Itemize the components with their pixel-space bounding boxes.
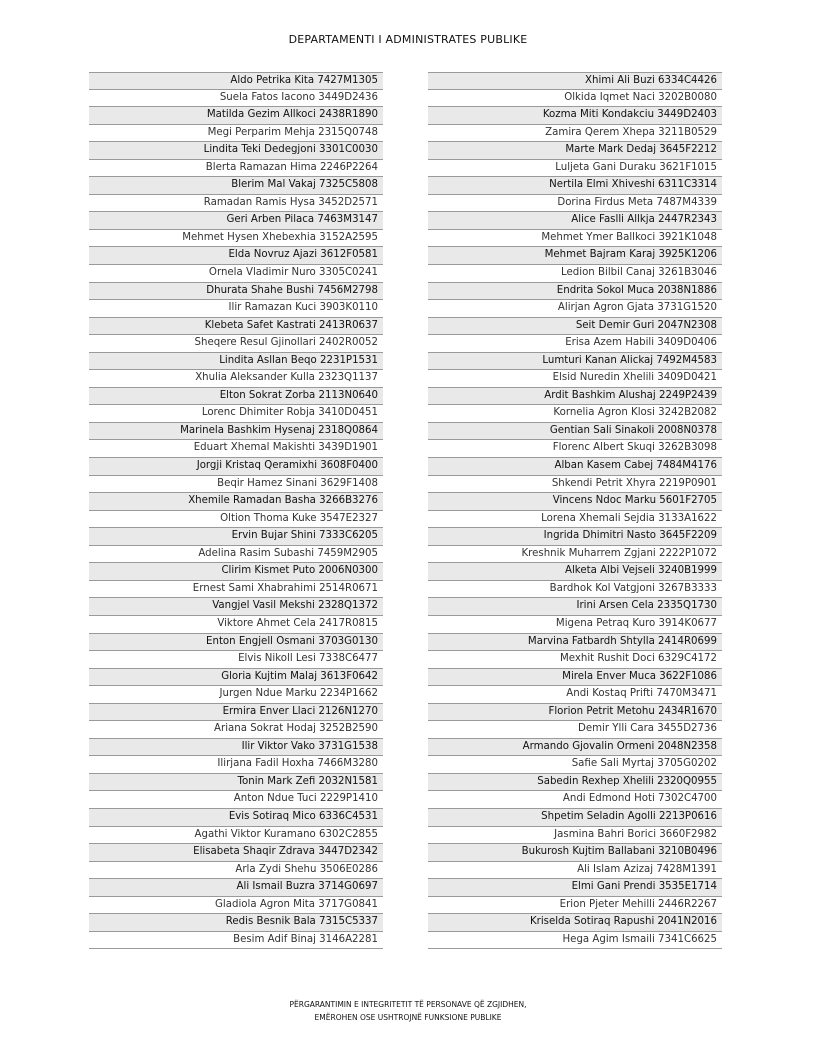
left-list-item: Sheqere Resul Gjinollari 2402R0052: [89, 335, 383, 353]
left-name-list: [89, 72, 383, 949]
left-list-item: Clirim Kismet Puto 2006N0300: [89, 563, 383, 581]
right-list-item: Mehmet Ymer Ballkoci 3921K1048: [428, 230, 722, 248]
left-list-item: Beqir Hamez Sinani 3629F1408: [89, 476, 383, 494]
left-list-item: Jorgji Kristaq Qeramixhi 3608F0400: [89, 458, 383, 476]
right-list-item: Marvina Fatbardh Shtylla 2414R0699: [428, 634, 722, 652]
right-list-item: Florion Petrit Metohu 2434R1670: [428, 704, 722, 722]
left-list-item: Xhulia Aleksander Kulla 2323Q1137: [89, 370, 383, 388]
right-list-item: Armando Gjovalin Ormeni 2048N2358: [428, 739, 722, 757]
right-list-item: Seit Demir Guri 2047N2308: [428, 318, 722, 336]
left-list-item: Besim Adif Binaj 3146A2281: [89, 932, 383, 950]
left-list-item: Blerim Mal Vakaj 7325C5808: [89, 177, 383, 195]
right-list-item: Ali Islam Azizaj 7428M1391: [428, 862, 722, 880]
right-list-item: Sabedin Rexhep Xhelili 2320Q0955: [428, 774, 722, 792]
right-list-item: Kornelia Agron Klosi 3242B2082: [428, 405, 722, 423]
left-list-item: Ornela Vladimir Nuro 3305C0241: [89, 265, 383, 283]
left-list-item: Gladiola Agron Mita 3717G0841: [89, 897, 383, 915]
left-list-item: Klebeta Safet Kastrati 2413R0637: [89, 318, 383, 336]
left-list-item: Evis Sotiraq Mico 6336C4531: [89, 809, 383, 827]
footer: [0, 998, 816, 1024]
left-list-item: Redis Besnik Bala 7315C5337: [89, 914, 383, 932]
document-title: DEPARTAMENTI I ADMINISTRATES PUBLIKE: [288, 33, 528, 46]
right-list-item: Nertila Elmi Xhiveshi 6311C3314: [428, 177, 722, 195]
right-list-item: Alice Faslli Allkja 2447R2343: [428, 212, 722, 230]
right-list-item: Hega Agim Ismaili 7341C6625: [428, 932, 722, 950]
left-list-item: Jurgen Ndue Marku 2234P1662: [89, 686, 383, 704]
right-list-item: Kozma Miti Kondakciu 3449D2403: [428, 107, 722, 125]
right-list-item: Endrita Sokol Muca 2038N1886: [428, 283, 722, 301]
left-list-item: Enton Engjell Osmani 3703G0130: [89, 634, 383, 652]
footer-line-1: PËRGARANTIMIN E INTEGRITETIT TË PERSONAVE QË ZGJIDHEN,: [289, 1000, 527, 1009]
footer-line-2: EMËROHEN OSE USHTROJNË FUNKSIONE PUBLIKE: [314, 1013, 502, 1022]
right-list-item: Safie Sali Myrtaj 3705G0202: [428, 756, 722, 774]
left-list-item: Anton Ndue Tuci 2229P1410: [89, 791, 383, 809]
left-list-item: Ernest Sami Xhabrahimi 2514R0671: [89, 581, 383, 599]
right-name-list: [428, 72, 722, 949]
right-list-item: Irini Arsen Cela 2335Q1730: [428, 598, 722, 616]
right-list-item: Vincens Ndoc Marku 5601F2705: [428, 493, 722, 511]
left-list-item: Megi Perparim Mehja 2315Q0748: [89, 125, 383, 143]
right-list-item: Andi Edmond Hoti 7302C4700: [428, 791, 722, 809]
left-list-item: Lorenc Dhimiter Robja 3410D0451: [89, 405, 383, 423]
right-list-item: Luljeta Gani Duraku 3621F1015: [428, 160, 722, 178]
right-list-item: Florenc Albert Skuqi 3262B3098: [428, 440, 722, 458]
left-list-item: Ali Ismail Buzra 3714G0697: [89, 879, 383, 897]
right-list-item: Erion Pjeter Mehilli 2446R2267: [428, 897, 722, 915]
left-list-item: Viktore Ahmet Cela 2417R0815: [89, 616, 383, 634]
right-list-item: Ledion Bilbil Canaj 3261B3046: [428, 265, 722, 283]
left-list-item: Geri Arben Pilaca 7463M3147: [89, 212, 383, 230]
right-list-item: Marte Mark Dedaj 3645F2212: [428, 142, 722, 160]
left-list-item: Ilirjana Fadil Hoxha 7466M3280: [89, 756, 383, 774]
left-list-item: Lindita Teki Dedegjoni 3301C0030: [89, 142, 383, 160]
right-list-item: Shpetim Seladin Agolli 2213P0616: [428, 809, 722, 827]
left-list-item: Ermira Enver Llaci 2126N1270: [89, 704, 383, 722]
right-list-item: Kreshnik Muharrem Zgjani 2222P1072: [428, 546, 722, 564]
left-list-item: Xhemile Ramadan Basha 3266B3276: [89, 493, 383, 511]
right-list-item: Shkendi Petrit Xhyra 2219P0901: [428, 476, 722, 494]
right-list-item: Kriselda Sotiraq Rapushi 2041N2016: [428, 914, 722, 932]
left-list-item: Tonin Mark Zefi 2032N1581: [89, 774, 383, 792]
right-list-item: Gentian Sali Sinakoli 2008N0378: [428, 423, 722, 441]
left-list-item: Oltion Thoma Kuke 3547E2327: [89, 511, 383, 529]
right-list-item: Alban Kasem Cabej 7484M4176: [428, 458, 722, 476]
left-list-item: Adelina Rasim Subashi 7459M2905: [89, 546, 383, 564]
right-list-item: Bardhok Kol Vatgjoni 3267B3333: [428, 581, 722, 599]
right-list-item: Bukurosh Kujtim Ballabani 3210B0496: [428, 844, 722, 862]
left-list-item: Ilir Ramazan Kuci 3903K0110: [89, 300, 383, 318]
right-list-item: Ingrida Dhimitri Nasto 3645F2209: [428, 528, 722, 546]
right-list-item: Jasmina Bahri Borici 3660F2982: [428, 827, 722, 845]
left-list-item: Arla Zydi Shehu 3506E0286: [89, 862, 383, 880]
left-list-item: Matilda Gezim Allkoci 2438R1890: [89, 107, 383, 125]
right-list-item: Alirjan Agron Gjata 3731G1520: [428, 300, 722, 318]
left-list-item: Gloria Kujtim Malaj 3613F0642: [89, 669, 383, 687]
left-list-item: Elton Sokrat Zorba 2113N0640: [89, 388, 383, 406]
right-list-item: Andi Kostaq Prifti 7470M3471: [428, 686, 722, 704]
right-list-item: Erisa Azem Habili 3409D0406: [428, 335, 722, 353]
left-list-item: Ramadan Ramis Hysa 3452D2571: [89, 195, 383, 213]
left-list-item: Elda Novruz Ajazi 3612F0581: [89, 247, 383, 265]
left-list-item: Dhurata Shahe Bushi 7456M2798: [89, 283, 383, 301]
left-list-item: Blerta Ramazan Hima 2246P2264: [89, 160, 383, 178]
right-list-item: Elmi Gani Prendi 3535E1714: [428, 879, 722, 897]
right-list-item: Alketa Albi Vejseli 3240B1999: [428, 563, 722, 581]
right-list-item: Dorina Firdus Meta 7487M4339: [428, 195, 722, 213]
right-list-item: Ardit Bashkim Alushaj 2249P2439: [428, 388, 722, 406]
left-list-item: Elvis Nikoll Lesi 7338C6477: [89, 651, 383, 669]
right-list-item: Lumturi Kanan Alickaj 7492M4583: [428, 353, 722, 371]
right-list-item: Demir Ylli Cara 3455D2736: [428, 721, 722, 739]
left-list-item: Eduart Xhemal Makishti 3439D1901: [89, 440, 383, 458]
left-list-item: Marinela Bashkim Hysenaj 2318Q0864: [89, 423, 383, 441]
right-list-item: Migena Petraq Kuro 3914K0677: [428, 616, 722, 634]
right-list-item: Olkida Iqmet Naci 3202B0080: [428, 90, 722, 108]
right-list-item: Elsid Nuredin Xhelili 3409D0421: [428, 370, 722, 388]
right-list-item: Mehmet Bajram Karaj 3925K1206: [428, 247, 722, 265]
right-list-item: Zamira Qerem Xhepa 3211B0529: [428, 125, 722, 143]
right-list-item: Mexhit Rushit Doci 6329C4172: [428, 651, 722, 669]
left-list-item: Elisabeta Shaqir Zdrava 3447D2342: [89, 844, 383, 862]
left-list-item: Aldo Petrika Kita 7427M1305: [89, 72, 383, 90]
left-list-item: Ariana Sokrat Hodaj 3252B2590: [89, 721, 383, 739]
right-list-item: Lorena Xhemali Sejdia 3133A1622: [428, 511, 722, 529]
right-list-item: Xhimi Ali Buzi 6334C4426: [428, 72, 722, 90]
left-list-item: Suela Fatos Iacono 3449D2436: [89, 90, 383, 108]
left-list-item: Ervin Bujar Shini 7333C6205: [89, 528, 383, 546]
left-list-item: Lindita Asllan Beqo 2231P1531: [89, 353, 383, 371]
left-list-item: Vangjel Vasil Mekshi 2328Q1372: [89, 598, 383, 616]
right-list-item: Mirela Enver Muca 3622F1086: [428, 669, 722, 687]
left-list-item: Ilir Viktor Vako 3731G1538: [89, 739, 383, 757]
left-list-item: Mehmet Hysen Xhebexhia 3152A2595: [89, 230, 383, 248]
left-list-item: Agathi Viktor Kuramano 6302C2855: [89, 827, 383, 845]
